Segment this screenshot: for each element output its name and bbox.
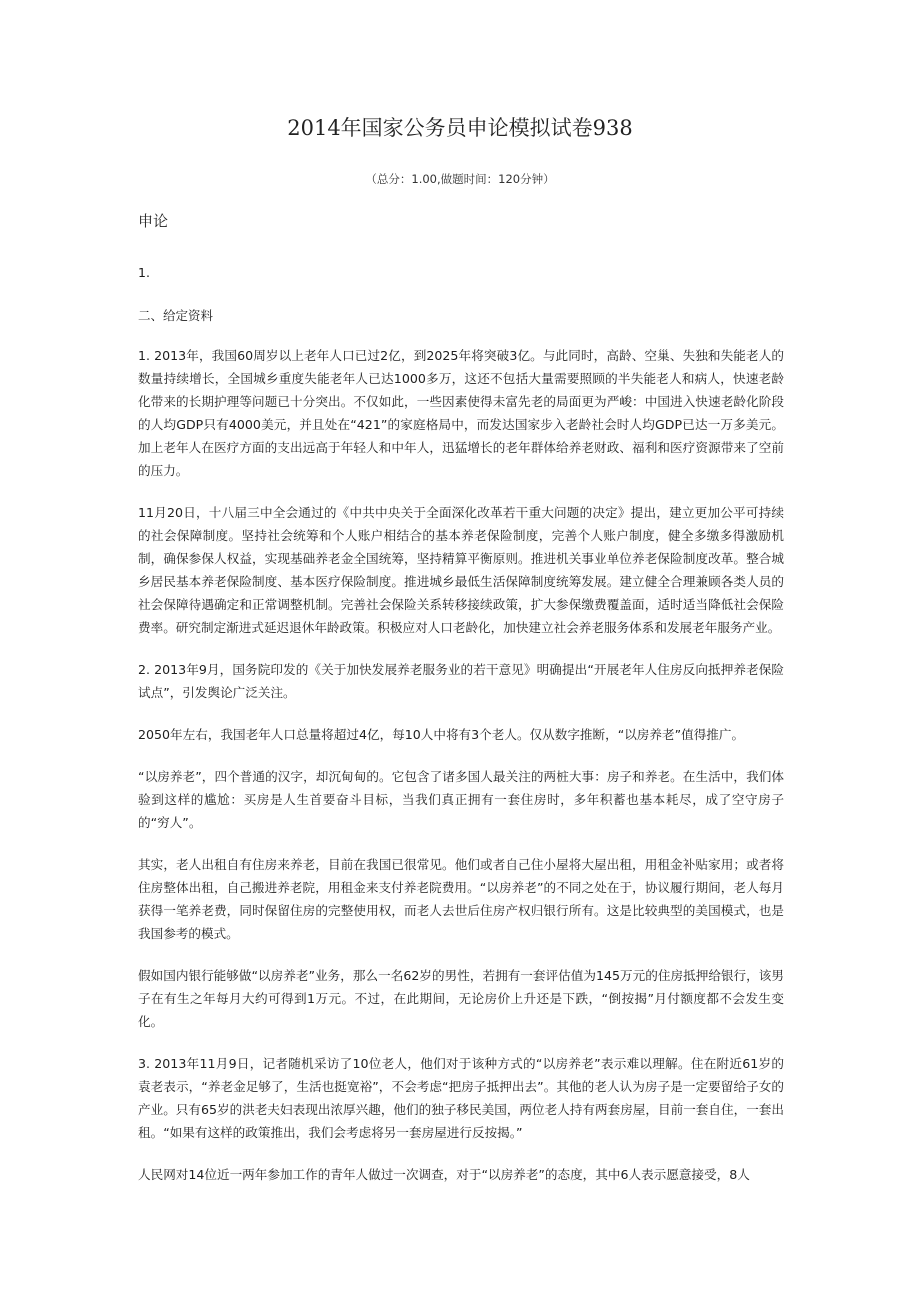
paragraph: 假如国内银行能够做“以房养老”业务，那么一名62岁的男性，若拥有一套评估值为145万元的住房抵押给银行，该男子在有生之年每月大约可得到1万元。不过，在此期间，无论房价上升还是下跌，“倒按揭”月付额度都不会发生变化。: [138, 968, 784, 1029]
paragraph: 11月20日，十八届三中全会通过的《中共中央关于全面深化改革若干重大问题的决定》提出，建立更加公平可持续的社会保障制度。坚持社会统筹和个人账户相结合的基本养老保险制度，完善个人账户制度，健全多缴多得激励机制，确保参保人权益，实现基础养老金全国统筹，坚持精算平衡原则。推进机关事业单位养老保险制度改革。整合城乡居民基本养老保险制度、基本医疗保险制度。推进城乡最低生活保障制度统筹发展。建立健全合理兼顾各类人员的社会保障待遇确定和正常调整机制。完善社会保险关系转移接续政策，扩大参保缴费覆盖面，适时适当降低社会保险费率。研究制定渐进式延迟退休年龄政策。积极应对人口老龄化，加快建立社会养老服务体系和发展老年服务产业。: [138, 505, 784, 635]
paragraph: 2. 2013年9月，国务院印发的《关于加快发展养老服务业的若干意见》明确提出“开展老年人住房反向抵押养老保险试点”，引发舆论广泛关注。: [138, 662, 784, 700]
paragraph: 2050年左右，我国老年人口总量将超过4亿，每10人中将有3个老人。仅从数字推断，“以房养老”值得推广。: [138, 727, 745, 742]
material-subheading: 二、给定资料: [138, 308, 214, 323]
document-title: 2014年国家公务员申论模拟试卷938: [287, 116, 633, 140]
paragraph: 其实，老人出租自有住房来养老，目前在我国已很常见。他们或者自己住小屋将大屋出租，用租金补贴家用；或者将住房整体出租，自己搬进养老院，用租金来支付养老院费用。“以房养老”的不同之处在于，协议履行期间，老人每月获得一笔养老费，同时保留住房的完整使用权，而老人去世后住房产权归银行所有。这是比较典型的美国模式，也是我国参考的模式。: [138, 857, 784, 941]
section-heading: 申论: [138, 212, 169, 230]
question-number: 1.: [138, 265, 150, 280]
paragraph: “以房养老”，四个普通的汉字，却沉甸甸的。它包含了诸多国人最关注的两桩大事：房子和养老。在生活中，我们体验到这样的尴尬：买房是人生首要奋斗目标，当我们真正拥有一套住房时，多年积蓄也基本耗尽，成了空守房子的“穷人”。: [138, 769, 784, 830]
paragraph: 3. 2013年11月9日，记者随机采访了10位老人，他们对于该种方式的“以房养老”表示难以理解。住在附近61岁的袁老表示，“养老金足够了，生活也挺宽裕”，不会考虑“把房子抵押出去”。其他的老人认为房子是一定要留给子女的产业。只有65岁的洪老夫妇表现出浓厚兴趣，他们的独子移民美国，两位老人持有两套房屋，目前一套自住，一套出租。“如果有这样的政策推出，我们会考虑将另一套房屋进行反按揭。”: [138, 1056, 784, 1140]
exam-meta: （总分：1.00,做题时间：120分钟）: [365, 172, 555, 186]
paragraph: 人民网对14位近一两年参加工作的青年人做过一次调查，对于“以房养老”的态度，其中6人表示愿意接受，8人: [138, 1167, 750, 1182]
material-body: [138, 344, 784, 1205]
paragraph: 1. 2013年，我国60周岁以上老年人口已过2亿，到2025年将突破3亿。与此同时，高龄、空巢、失独和失能老人的数量持续增长，全国城乡重度失能老年人已达1000多万，这还不包括大量需要照顾的半失能老人和病人，快速老龄化带来的长期护理等问题已十分突出。不仅如此，一些因素使得未富先老的局面更为严峻：中国进入快速老龄化阶段的人均GDP只有4000美元，并且处在“421”的家庭格局中，而发达国家步入老龄社会时人均GDP已达一万多美元。加上老年人在医疗方面的支出远高于年轻人和中年人，迅猛增长的老年群体给养老财政、福利和医疗资源带来了空前的压力。: [138, 348, 784, 478]
